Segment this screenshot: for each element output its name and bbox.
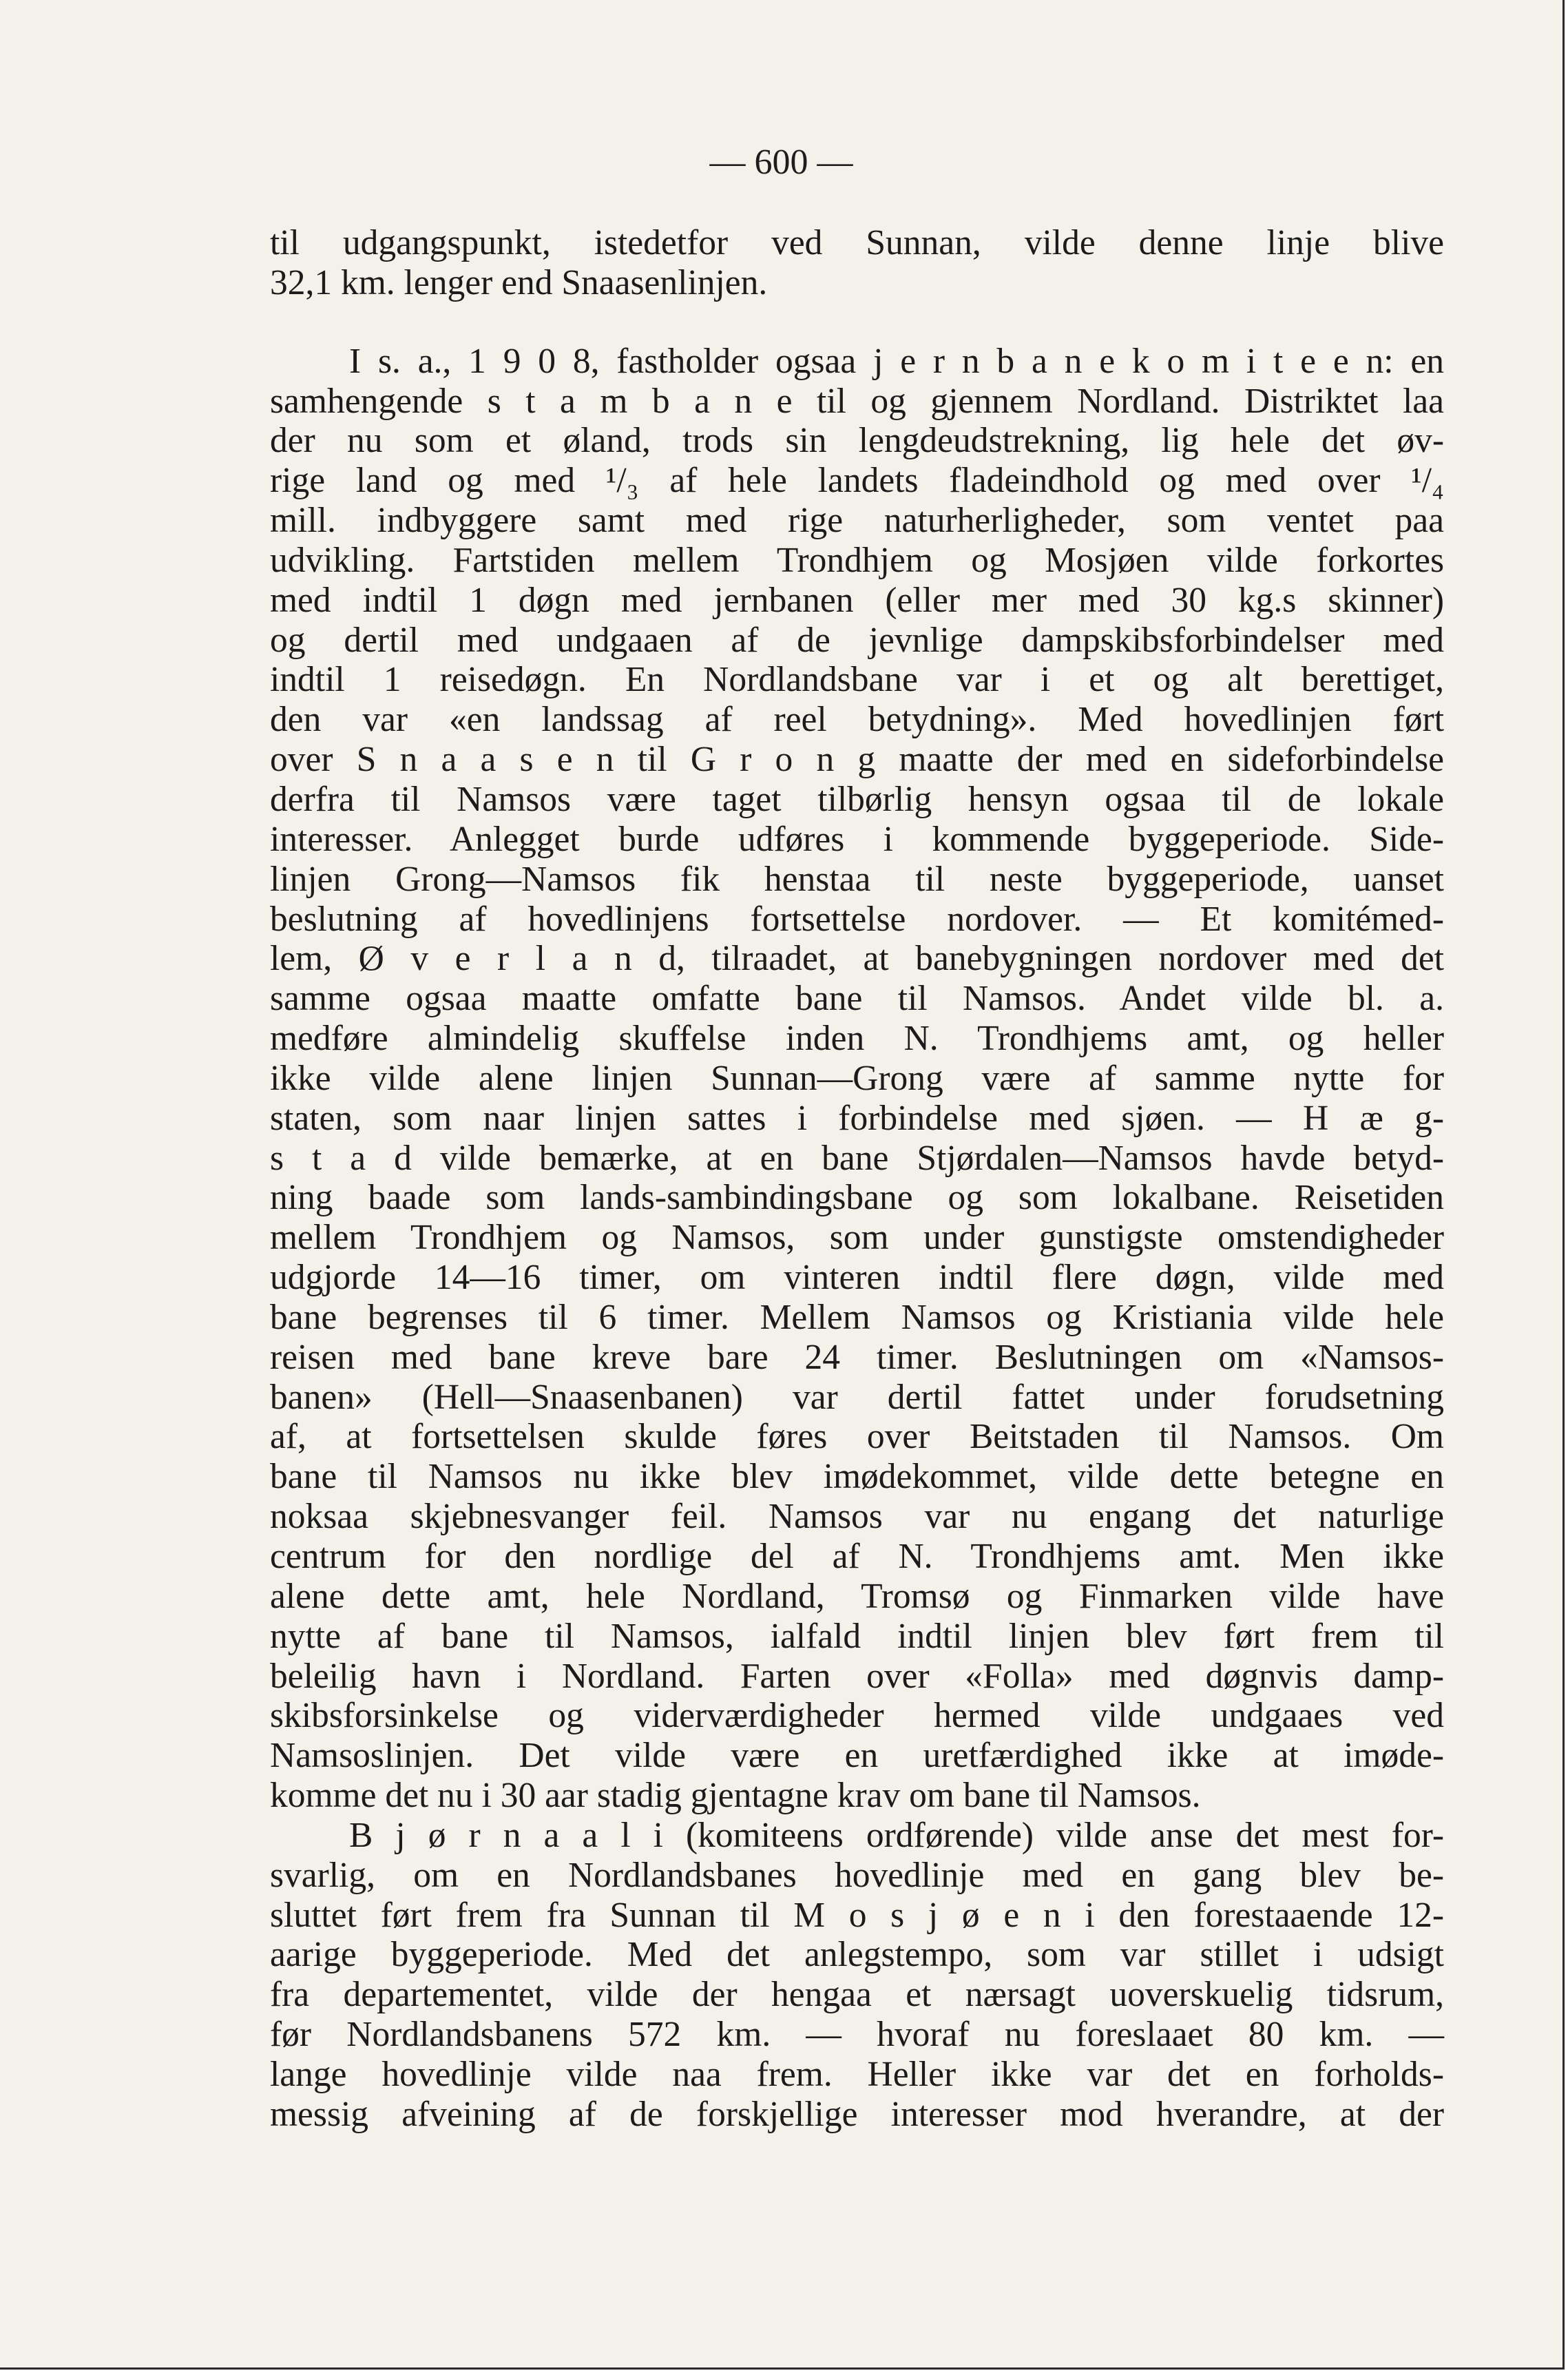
paragraph-2 [270,342,1444,1816]
text-line: samme ogsaa maatte omfatte bane til Namsos. Andet vilde bl. a. [270,979,1444,1019]
text-line: ning baade som lands-sambindingsbane og som lokalbane. Reisetiden [270,1178,1444,1218]
text-line: nytte af bane til Namsos, ialfald indtil linjen blev ført frem til [270,1616,1444,1656]
text-line: s t a d vilde bemærke, at en bane Stjørdalen—Namsos havde betyd- [270,1138,1444,1178]
text-line: centrum for den nordlige del af N. Trondhjems amt. Men ikke [270,1537,1444,1576]
text-line: medføre almindelig skuffelse inden N. Trondhjems amt, og heller [270,1019,1444,1059]
text-line: samhengende s t a m b a n e til og gjennem Nordland. Distriktet laa [270,381,1444,421]
text-line: der nu som et øland, trods sin lengdeudstrekning, lig hele det øv- [270,421,1444,461]
text-line: 32,1 km. lenger end Snaasenlinjen. [270,262,768,302]
text-line: fra departementet, vilde der hengaa et nærsagt uoverskuelig tidsrum, [270,1975,1444,2015]
text-line: beleilig havn i Nordland. Farten over «Folla» med døgnvis damp- [270,1656,1444,1696]
text-line: bane til Namsos nu ikke blev imødekommet, vilde dette betegne en [270,1457,1444,1497]
text-line: Namsoslinjen. Det vilde være en uretfærdighed ikke at imøde- [270,1736,1444,1776]
text-line: udgjorde 14—16 timer, om vinteren indtil flere døgn, vilde med [270,1258,1444,1298]
body-text [270,223,1444,2135]
text-line: bane begrenses til 6 timer. Mellem Namsos og Kristiania vilde hele [270,1297,1444,1337]
paragraph-1 [270,223,1444,303]
text-line: alene dette amt, hele Nordland, Tromsø og Finmarken vilde have [270,1576,1444,1616]
text-line: reisen med bane kreve bare 24 timer. Beslutningen om «Namsos- [270,1337,1444,1377]
text-line: før Nordlandsbanens 572 km. — hvoraf nu foreslaaet 80 km. — [270,2015,1444,2055]
text-line: staten, som naar linjen sattes i forbindelse med sjøen. — H æ g- [270,1098,1444,1138]
text-line: og dertil med undgaaen af de jevnlige dampskibsforbindelser med [270,620,1444,660]
text-line: banen» (Hell—Snaasenbanen) var dertil fattet under forudsetning [270,1377,1444,1417]
text-line: messig afveining af de forskjellige interesser mod hverandre, at der [270,2094,1444,2134]
text-line: noksaa skjebnesvanger feil. Namsos var nu engang det naturlige [270,1497,1444,1537]
text-line: beslutning af hovedlinjens fortsettelse nordover. — Et komitémed- [270,899,1444,939]
text-line: linjen Grong—Namsos fik henstaa til neste byggeperiode, uanset [270,859,1444,899]
text-line: interesser. Anlegget burde udføres i kommende byggeperiode. Side- [270,819,1444,859]
text-line: svarlig, om en Nordlandsbanes hovedlinje med en gang blev be- [270,1855,1444,1895]
text-line: rige land og med ¹/₃ af hele landets fladeindhold og med over ¹/₄ [270,461,1444,501]
text-line: udvikling. Fartstiden mellem Trondhjem og Mosjøen vilde forkortes [270,540,1444,580]
text-line: lange hovedlinje vilde naa frem. Heller ikke var det en forholds- [270,2054,1444,2094]
paragraph-gap [270,303,1444,342]
text-line: komme det nu i 30 aar stadig gjentagne krav om bane til Namsos. [270,1776,1201,1816]
text-line: med indtil 1 døgn med jernbanen (eller mer med 30 kg.s skinner) [270,580,1444,620]
text-line: indtil 1 reisedøgn. En Nordlandsbane var i et og alt berettiget, [270,660,1444,700]
text-line: sluttet ført frem fra Sunnan til M o s j ø e n i den forestaaende 12- [270,1895,1444,1935]
text-line: derfra til Namsos være taget tilbørlig hensyn ogsaa til de lokale [270,779,1444,819]
text-line: den var «en landssag af reel betydning». Med hovedlinjen ført [270,700,1444,740]
text-line: til udgangspunkt, istedetfor ved Sunnan, vilde denne linje blive [270,223,1444,262]
text-line: aarige byggeperiode. Med det anlegstempo, som var stillet i udsigt [270,1935,1444,1975]
text-line: lem, Ø v e r l a n d, tilraadet, at banebygningen nordover med det [270,939,1444,979]
text-line: af, at fortsettelsen skulde føres over Beitstaden til Namsos. Om [270,1417,1444,1457]
text-line: I s. a., 1 9 0 8, fastholder ogsaa j e r n b a n e k o m i t e e n: en [349,341,1444,381]
text-line: mill. indbyggere samt med rige naturherligheder, som ventet paa [270,501,1444,541]
text-line: mellem Trondhjem og Namsos, som under gunstigste omstendigheder [270,1218,1444,1258]
text-line: skibsforsinkelse og viderværdigheder hermed vilde undgaaes ved [270,1696,1444,1736]
paragraph-3 [270,1816,1444,2135]
text-line: ikke vilde alene linjen Sunnan—Grong være af samme nytte for [270,1058,1444,1098]
text-line: over S n a a s e n til G r o n g maatte der med en sideforbindelse [270,740,1444,780]
page-number: — 600 — [709,143,853,182]
text-line: B j ø r n a a l i (komiteens ordførende) vilde anse det mest for- [349,1815,1444,1855]
